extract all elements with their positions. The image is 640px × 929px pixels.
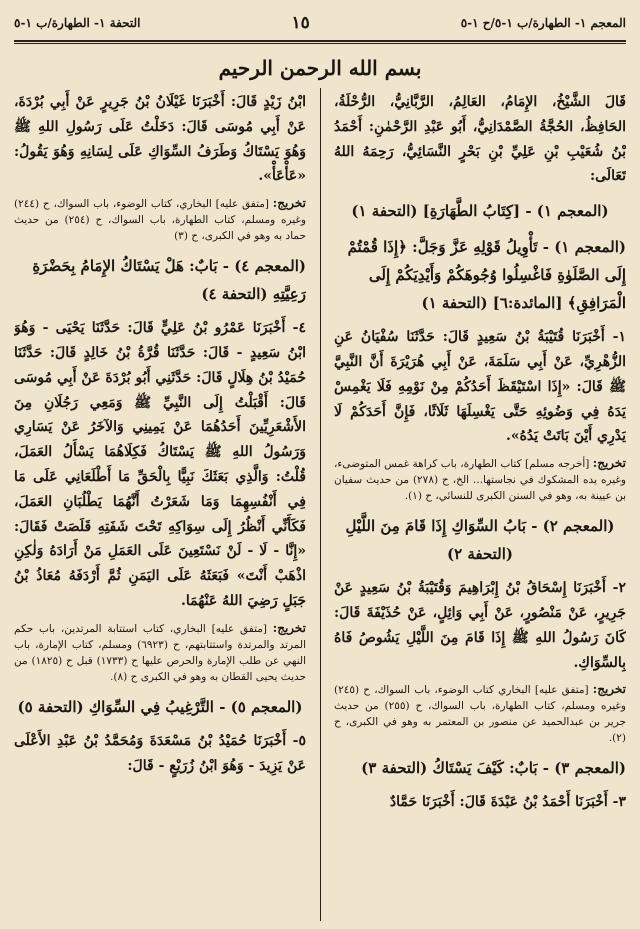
basmala: بسم الله الرحمن الرحيم bbox=[218, 56, 422, 80]
left-column bbox=[14, 90, 306, 921]
takhrij-1 bbox=[334, 455, 626, 504]
chapter-heading-1: (المعجم ١) - تَأْوِيلُ قَوْلِهِ عَزَّ وَجَلَّ: ﴿إِذَا قُمْتُمْ إِلَى الصَّلَوٰةِ فَاغْسِلُوا وُجُوهَكُمْ وَأَيْدِيَكُمْ إِلَى الْمَرَافِقِ﴾ [المائدة:٦] (التحفة ١) bbox=[347, 238, 626, 313]
takhrij-2 bbox=[334, 681, 626, 746]
hadith-2: ٢- أَخْبَرَنَا إِسْحَاقُ بْنُ إِبْرَاهِيمَ وَقُتَيْبَةُ بْنُ سَعِيدٍ عَنْ جَرِيرٍ، عَنْ مَنْصُورٍ، عَنْ أَبِي وَائِلٍ، عَنْ حُذَيْفَةَ قَالَ: كَانَ رَسُولُ اللهِ ﷺ إِذَا قَامَ مِنَ اللَّيْلِ يَشُوصُ فَاهُ بِالسِّوَاكِ. bbox=[334, 580, 626, 671]
chapter-heading-3: (المعجم ٣) - بَابٌ: كَيْفَ يَسْتَاكُ (التحفة ٣) bbox=[361, 759, 626, 778]
author-intro: قَالَ الشَّيْخُ، الإِمَامُ، العَالِمُ، الرَّبَّانِيُّ، الرُّحْلَةُ، الحَافِظُ، الحُجَّةُ الصَّمْدَانِيُّ، أَبُو عَبْدِ الرَّحْمٰنِ: أَحْمَدُ بْنُ شُعَيْبِ بْنِ عَلِيِّ بْنِ بَحْرٍ النَّسَائِيُّ، رَحِمَهُ اللهُ تَعَالَى: bbox=[334, 94, 626, 185]
takhrij-3 bbox=[14, 195, 306, 244]
page-number: ١٥ bbox=[291, 13, 310, 33]
takhrij-label: تخريج: bbox=[272, 196, 306, 211]
takhrij-label: تخريج: bbox=[592, 682, 626, 697]
hadith-3-start: ٣- أَخْبَرَنَا أَحْمَدُ بْنُ عَبْدَةَ قَالَ: أَخْبَرَنَا حَمَّادٌ bbox=[389, 794, 626, 811]
takhrij-label: تخريج: bbox=[592, 456, 626, 471]
hadith-4: ٤- أَخْبَرَنَا عَمْرُو بْنُ عَلِيٍّ قَالَ: حَدَّثَنَا يَحْيَى - وَهُوَ ابْنُ سَعِيدٍ - قَالَ: حَدَّثَنَا قُرَّةُ بْنُ خَالِدٍ قَالَ: حَدَّثَنَا حُمَيْدُ بْنُ هِلَالٍ قَالَ: حَدَّثَنِي أَبُو بُرْدَةَ عَنْ أَبِي مُوسَى قَالَ: أَقْبَلْتُ إِلَى النَّبِيِّ ﷺ وَمَعِي رَجُلَانِ مِنَ الأَشْعَرِيِّينَ أَحَدُهُمَا عَنْ يَمِينِي وَالآخَرُ عَنْ يَسَارِي وَرَسُولُ اللهِ ﷺ يَسْتَاكُ فَكِلَاهُمَا يَسْأَلُ العَمَلَ، قُلْتُ: وَالَّذِي بَعَثَكَ نَبِيًّا بِالْحَقِّ مَا أَطْلَعَانِي عَلَى مَا فِي أَنْفُسِهِمَا وَمَا شَعَرْتُ أَنَّهُمَا يَطْلُبَانِ العَمَلَ، فَكَأَنِّي أَنْظُرُ إِلَى سِوَاكِهِ تَحْتَ شَفَتِهِ قَلَصَتْ فَقَالَ: «إِنَّا - لَا - لَنْ نَسْتَعِينَ عَلَى العَمَلِ مَنْ أَرَادَهُ وَلٰكِنِ اذْهَبْ أَنْتَ» فَبَعَثَهُ عَلَى اليَمَنِ ثُمَّ أَرْدَفَهُ مُعَاذُ بْنُ جَبَلٍ رَضِيَ اللهُ عَنْهُمَا. bbox=[14, 320, 306, 609]
running-header bbox=[14, 10, 626, 36]
right-column bbox=[334, 90, 626, 921]
takhrij-4 bbox=[14, 620, 306, 685]
takhrij-text: [متفق عليه] البخاري كتاب الوضوء، باب السواك، ح (٢٤٥) وغيره ومسلم، كتاب الطهارة، باب السواك، ح (٢٥٥) من حديث جرير بن عبدالحميد عن منصور بن المعتمر به وهو في الكبرى، ح (٢). bbox=[334, 684, 626, 745]
takhrij-text: [متفق عليه] البخاري، كتاب الوضوء، باب السواك، ح (٢٤٤) وغيره ومسلم، كتاب الطهارة، باب السواك، ح (٢٥٤) من حديث حماد به وهو في الكبرى، ح (٣) bbox=[14, 198, 306, 243]
header-left-reference: التحفة ١- الطهارة/ب ١-٥ bbox=[14, 16, 141, 30]
header-right-reference: المعجم ١- الطهارة/ب ١-٥/ح ١-٥ bbox=[460, 16, 626, 30]
chapter-heading-5: (المعجم ٥) - التَّرْغِيبُ فِي السِّوَاكِ (التحفة ٥) bbox=[17, 697, 303, 716]
takhrij-label: تخريج: bbox=[272, 620, 306, 635]
takhrij-text: [متفق عليه] البخاري، كتاب استتابة المرتدين، باب حكم المرتد والمرتدة واستتابتهم، ح (٦٩٢٣) ومسلم، كتاب الإمارة، باب النهي عن طلب الإمارة والحرص عليها ح (١٧٣٣) قبل ح (١٨٢٥) من حديث يحيى القطان به وهو في الكبرى ح (٨). bbox=[14, 622, 306, 683]
header-rule-thin bbox=[14, 43, 626, 44]
hadith-5: ٥- أَخْبَرَنَا حُمَيْدُ بْنُ مَسْعَدَةَ وَمُحَمَّدُ بْنُ عَبْدِ الأَعْلَى عَنْ يَزِيدَ - وَهُوَ ابْنُ زُرَيْعٍ - قَالَ: bbox=[14, 732, 306, 774]
chapter-heading-4: (المعجم ٤) - بَابٌ: هَلْ يَسْتَاكُ الإِمَامُ بِحَضْرَةِ رَعِيَّتِهِ (التحفة ٤) bbox=[32, 257, 306, 304]
takhrij-text: [أخرجه مسلم] كتاب الطهارة، باب كراهة غمس المتوضىء، وغيره يده المشكوك في نجاستها... الخ، ح (٢٧٨) من حديث سفيان بن عيينة به، وهو في السنن الكبرى للنسائي، ح (١). bbox=[334, 458, 626, 503]
hadith-1: ١- أَخْبَرَنَا قُتَيْبَةُ بْنُ سَعِيدٍ قَالَ: حَدَّثَنَا سُفْيَانُ عَنِ الزُّهْرِيِّ، عَنْ أَبِي سَلَمَةَ، عَنْ أَبِي هُرَيْرَةَ أَنَّ النَّبِيَّ ﷺ قَالَ: «إِذَا اسْتَيْقَظَ أَحَدُكُمْ مِنْ نَوْمِهِ فَلَا يَغْمِسْ يَدَهُ فِي وَضُوئِهِ حَتَّى يَغْسِلَهَا ثَلَاثًا، فَإِنَّ أَحَدَكُمْ لَا يَدْرِي أَيْنَ بَاتَتْ يَدُهُ». bbox=[334, 329, 626, 445]
header-rule bbox=[14, 40, 626, 42]
column-divider bbox=[320, 88, 321, 921]
hadith-3-continued: ابْنُ زَيْدٍ قَالَ: أَخْبَرَنَا غَيْلَانُ بْنُ جَرِيرٍ عَنْ أَبِي بُرْدَةَ، عَنْ أَبِي مُوسَى قَالَ: دَخَلْتُ عَلَى رَسُولِ اللهِ ﷺ وَهُوَ يَسْتَاكُ وَطَرَفُ السِّوَاكِ عَلَى لِسَانِهِ وَهُوَ يَقُولُ: «عَأْعَأْ». bbox=[14, 94, 306, 185]
book-title: (المعجم ١) - [كِتَابُ الطَّهَارَةِ] (التحفة ١) bbox=[351, 202, 609, 221]
chapter-heading-2: (المعجم ٢) - بَابُ السِّوَاكِ إِذَا قَامَ مِنَ اللَّيْلِ (التحفة ٢) bbox=[345, 517, 615, 564]
